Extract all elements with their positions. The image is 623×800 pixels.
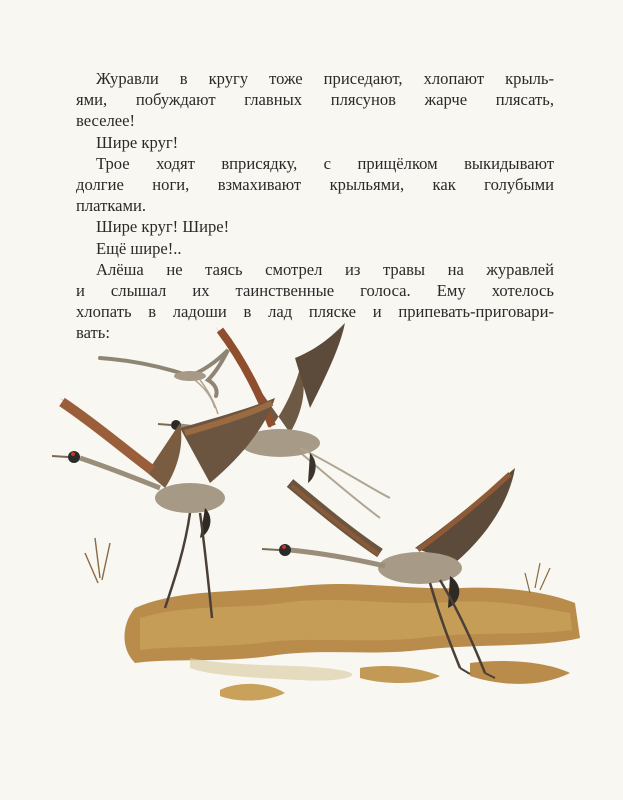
text-line: Алёша не таясь смотрел из травы на журавлей xyxy=(96,259,554,279)
crane-flying-far xyxy=(100,350,228,414)
marsh-ground xyxy=(85,538,580,701)
text-line: Ещё шире!.. xyxy=(96,238,182,258)
text-line: веселее! xyxy=(76,111,135,131)
text-line: ями, побуждают главных плясунов жарче плясать, xyxy=(76,90,554,110)
text-line: Трое ходят вприсядку, с прищёлком выкидывают xyxy=(96,153,554,173)
paragraph-1 xyxy=(76,68,554,132)
paragraph-2 xyxy=(76,132,554,153)
text-line: платками. xyxy=(76,196,147,216)
text-line: хлопать в ладоши в лад пляске и припевать-приговари- xyxy=(76,302,554,322)
story-text xyxy=(76,68,554,344)
text-line: долгие ноги, взмахивают крыльями, как голубыми xyxy=(76,175,554,195)
paragraph-4 xyxy=(76,216,554,237)
cranes-illustration xyxy=(40,318,585,718)
crane-left-large xyxy=(52,398,275,618)
paragraph-5 xyxy=(76,238,554,259)
text-line: Журавли в кругу тоже приседают, хлопают крыль- xyxy=(96,69,554,88)
text-line: вать: xyxy=(76,323,110,343)
text-line: Шире круг! xyxy=(96,132,179,152)
text-line: Шире круг! Шире! xyxy=(96,217,230,237)
text-line: и слышал их таинственные голоса. Ему хотелось xyxy=(76,281,554,301)
paragraph-3 xyxy=(76,153,554,217)
